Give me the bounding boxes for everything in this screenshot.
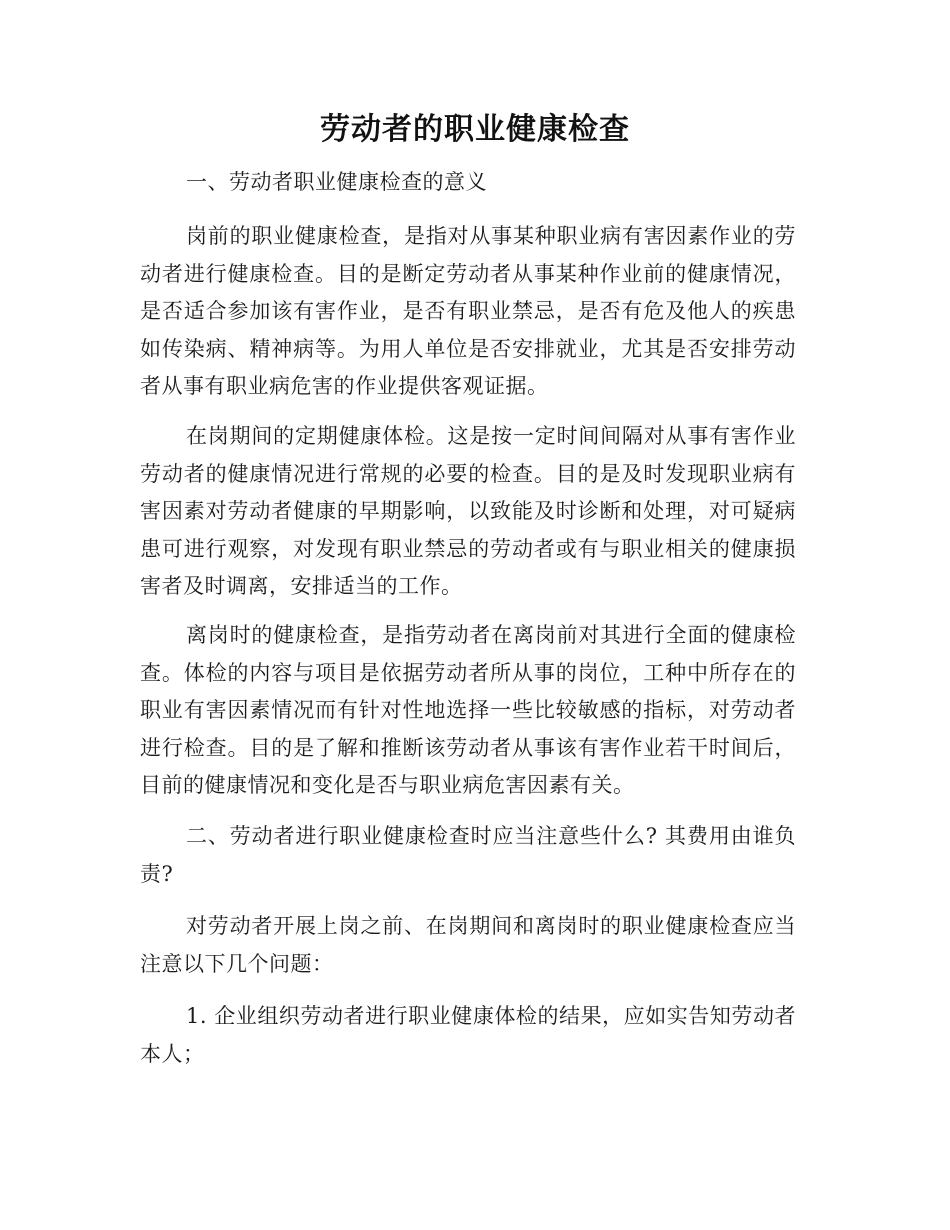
paragraph-precautions-intro: 对劳动者开展上岗之前、在岗期间和离岗时的职业健康检查应当注意以下几个问题： [140, 914, 796, 976]
paragraph-periodic-check: 在岗期间的定期健康体检。这是按一定时间间隔对从事有害作业劳动者的健康情况进行常规的必要的检查。目的是及时发现职业病有害因素对劳动者健康的早期影响，以致能及时诊断和处理，对可疑病患可进行观察，对发现有职业禁忌的劳动者或有与职业相关的健康损害者及时调离，安排适当的工作。 [140, 424, 796, 598]
list-item-1: 1. 企业组织劳动者进行职业健康体检的结果，应如实告知劳动者本人； [140, 1004, 796, 1066]
section-heading-2: 二、劳动者进行职业健康检查时应当注意些什么? 其费用由谁负责? [140, 824, 796, 886]
section-heading-1: 一、劳动者职业健康检查的意义 [186, 170, 487, 194]
paragraph-departure-check: 离岗时的健康检查，是指劳动者在离岗前对其进行全面的健康检查。体检的内容与项目是依据劳动者所从事的岗位，工种中所存在的职业有害因素情况而有针对性地选择一些比较敏感的指标，对劳动者进行检查。目的是了解和推断该劳动者从事该有害作业若干时间后，目前的健康情况和变化是否与职业病危害因素有关。 [140, 623, 796, 797]
paragraph-pre-employment-check: 岗前的职业健康检查，是指对从事某种职业病有害因素作业的劳动者进行健康检查。目的是断定劳动者从事某种作业前的健康情况，是否适合参加该有害作业，是否有职业禁忌，是否有危及他人的疾患如传染病、精神病等。为用人单位是否安排就业，尤其是否安排劳动者从事有职业病危害的作业提供客观证据。 [140, 224, 796, 398]
document-title: 劳动者的职业健康检查 [320, 112, 630, 147]
